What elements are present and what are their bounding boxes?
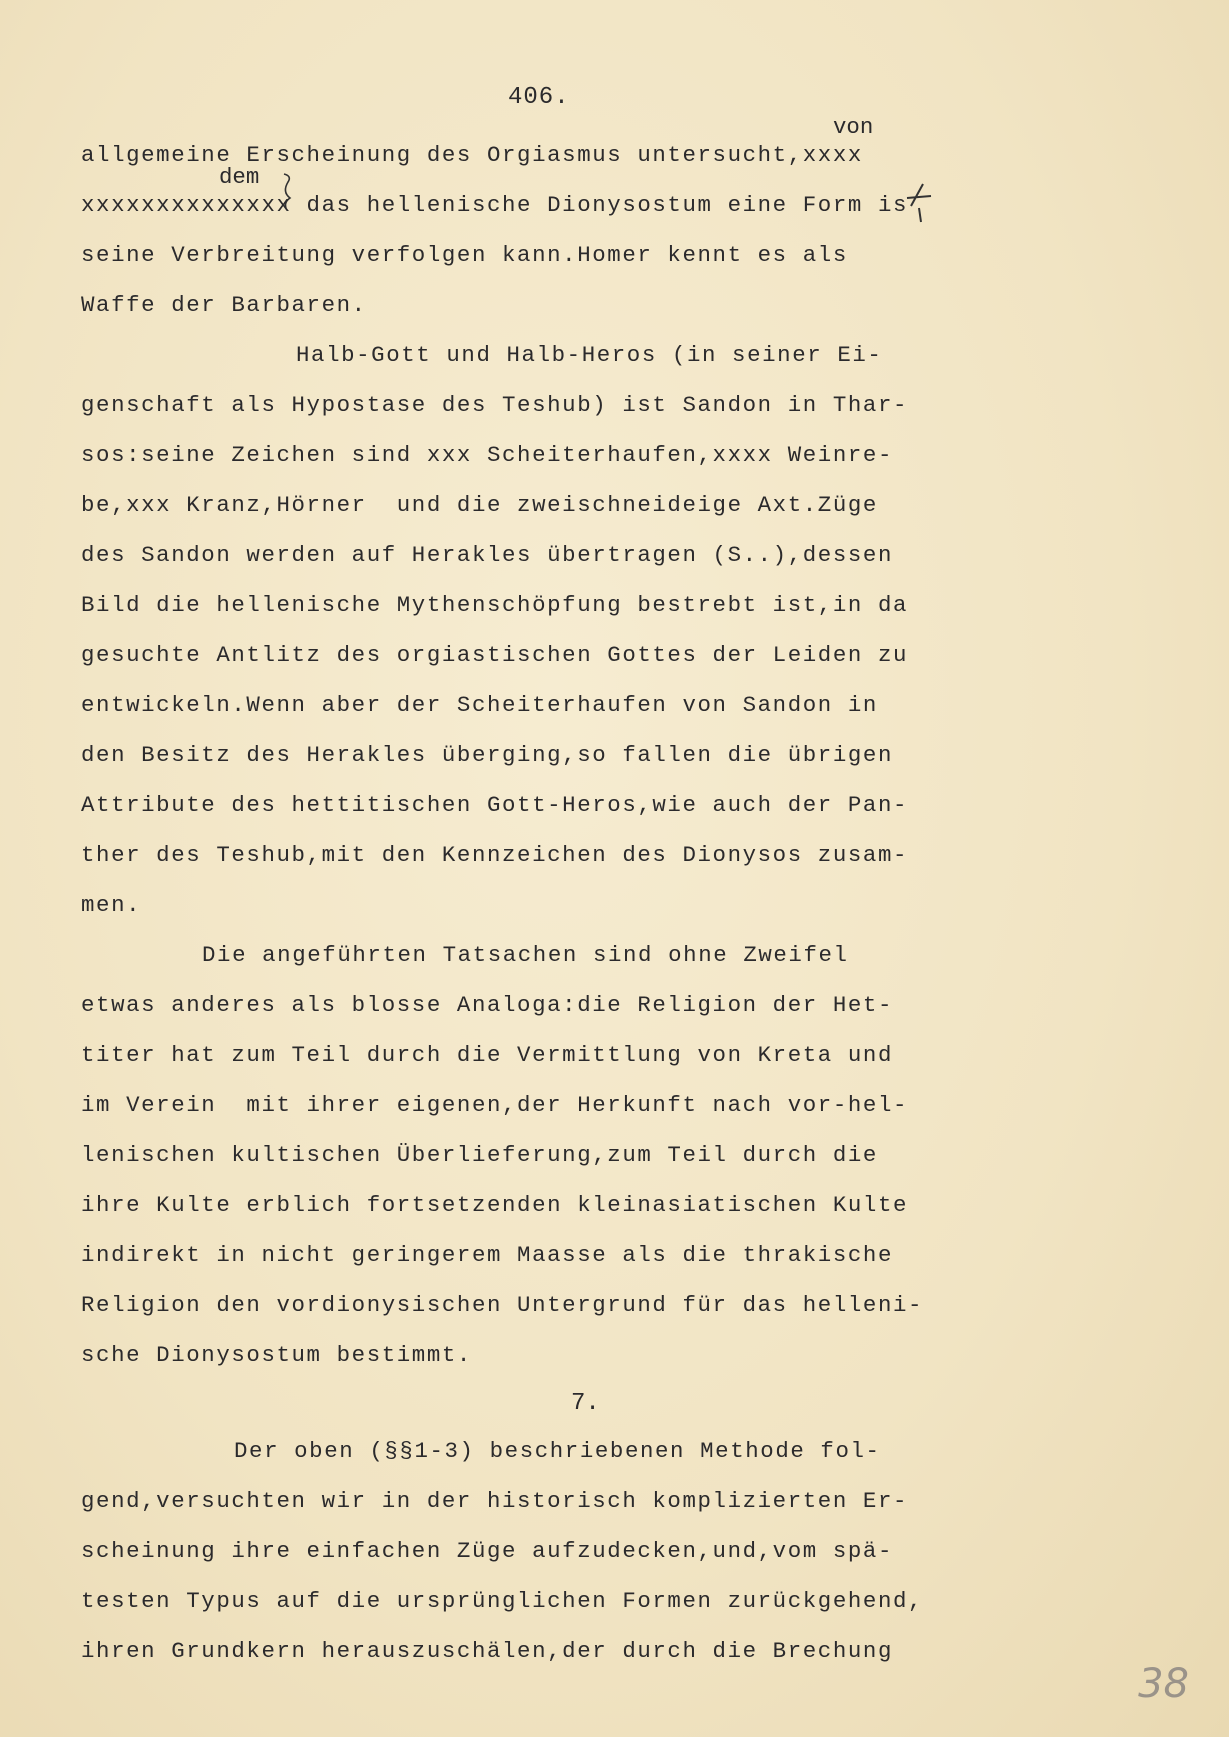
text-line-8: be,xxx Kranz,Hörner und die zweischneideige Axt.Züge [81,492,878,518]
text-line-13: den Besitz des Herakles überging,so fallen die übrigen [81,742,893,768]
text-line-4: Waffe der Barbaren. [81,292,367,318]
text-line-2: xxxxxxxxxxxxxx das hellenische Dionysostum eine Form is [81,192,909,218]
text-line-29: scheinung ihre einfachen Züge aufzudecken,und,vom spä- [81,1538,893,1564]
text-line-18: etwas anderes als blosse Analoga:die Religion der Het- [81,992,893,1018]
page-number: 406. [508,84,570,111]
text-line-1: allgemeine Erscheinung des Orgiasmus untersucht,xxxx [81,142,863,168]
text-line-25: sche Dionysostum bestimmt. [81,1342,472,1368]
handwritten-correction-t [905,182,933,224]
text-line-22: ihre Kulte erblich fortsetzenden kleinasiatischen Kulte [81,1192,909,1218]
text-line-12: entwickeln.Wenn aber der Scheiterhaufen von Sandon in [81,692,878,718]
insertion-von: von [833,114,874,140]
text-line-11: gesuchte Antlitz des orgiastischen Gottes der Leiden zu [81,642,909,668]
text-line-31: ihren Grundkern herauszuschälen,der durch die Brechung [81,1638,893,1664]
text-line-14: Attribute des hettitischen Gott-Heros,wie auch der Pan- [81,792,909,818]
section-number: 7. [571,1390,600,1417]
text-line-28: gend,versuchten wir in der historisch komplizierten Er- [81,1488,909,1514]
text-line-20: im Verein mit ihrer eigenen,der Herkunft nach vor-hel- [81,1092,909,1118]
pencil-page-note: 38 [1138,1661,1189,1707]
text-line-19: titer hat zum Teil durch die Vermittlung von Kreta und [81,1042,893,1068]
text-line-21: lenischen kultischen Überlieferung,zum Teil durch die [81,1142,878,1168]
text-line-27: Der oben (§§1-3) beschriebenen Methode fol- [234,1438,881,1464]
text-line-10: Bild die hellenische Mythenschöpfung bestrebt ist,in da [81,592,909,618]
text-line-15: ther des Teshub,mit den Kennzeichen des Dionysos zusam- [81,842,909,868]
text-line-3: seine Verbreitung verfolgen kann.Homer kennt es als [81,242,848,268]
text-line-6: genschaft als Hypostase des Teshub) ist Sandon in Thar- [81,392,909,418]
text-line-24: Religion den vordionysischen Untergrund für das helleni- [81,1292,924,1318]
insertion-dem: dem [219,164,260,190]
text-line-23: indirekt in nicht geringerem Maasse als die thrakische [81,1242,893,1268]
text-line-9: des Sandon werden auf Herakles übertragen (S..),dessen [81,542,893,568]
text-line-30: testen Typus auf die ursprünglichen Formen zurückgehend, [81,1588,924,1614]
text-line-17: Die angeführten Tatsachen sind ohne Zweifel [202,942,849,968]
text-line-5: Halb-Gott und Halb-Heros (in seiner Ei- [296,342,883,368]
text-line-16: men. [81,892,142,918]
text-line-7: sos:seine Zeichen sind xxx Scheiterhaufen,xxxx Weinre- [81,442,893,468]
